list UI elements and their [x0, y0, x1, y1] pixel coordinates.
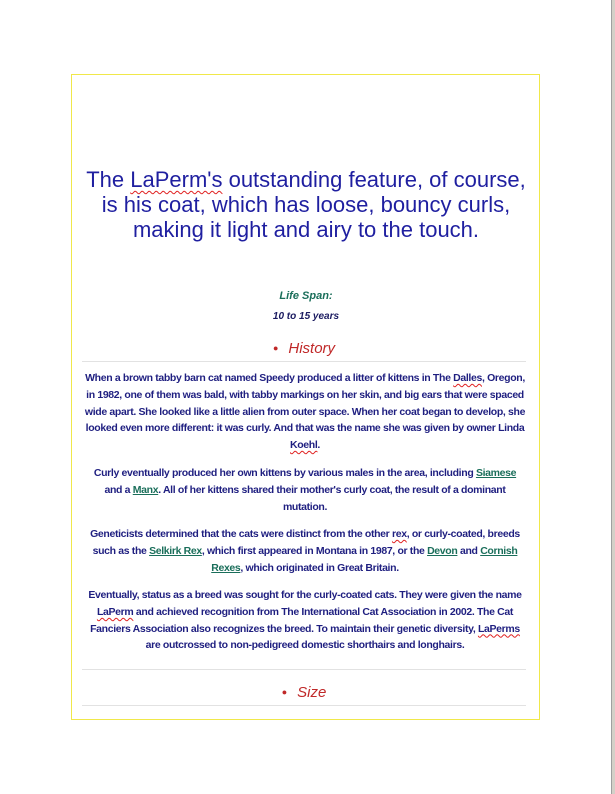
link-selkirk-rex[interactable]: Selkirk Rex [149, 544, 202, 557]
paragraph-genetics: Geneticists determined that the cats were distinct from the other rex, or curly-coated, breeds such as the Selkirk Rex, which first appeared in Montana in 1987, or the Devon and Cornish Rexes, which originated in Great Britain. [90, 528, 520, 574]
divider [82, 669, 526, 670]
scrollbar[interactable] [611, 0, 615, 794]
link-manx[interactable]: Manx [132, 483, 159, 496]
lifespan-label: Life Span: [279, 290, 333, 302]
headline-text-rest: outstanding feature, of course, is his coat, which has loose, bouncy curls, making it light and airy to the touch. [101, 167, 526, 242]
bullet-icon: ● [281, 687, 288, 697]
link-cornish-rexes[interactable]: Cornish Rexes [211, 544, 518, 574]
section-heading-size [82, 683, 526, 706]
link-devon[interactable]: Devon [427, 544, 458, 557]
headline [82, 167, 530, 242]
section-heading-history [82, 339, 526, 362]
lifespan-value: 10 to 15 years [272, 311, 340, 322]
section-heading-history-label: History [288, 340, 336, 357]
paragraph-recognition: Eventually, status as a breed was sought for the curly-coated cats. They were given the name LaPerm and achieved recognition from The International Cat Association in 2002. The Cat Fanciers Association also recognizes the breed. To maintain their genetic diversity, LaPerms are outcrossed to non-pedigreed domestic shorthairs and longhairs. [88, 589, 522, 652]
paragraph-curly-kittens: Curly eventually produced her own kittens by various males in the area, including Siamese and a Manx. All of her kittens shared their mother's curly coat, the result of a dominant mutation. [93, 467, 517, 513]
paragraph-origin: When a brown tabby barn cat named Speedy produced a litter of kittens in The Dalles, Oregon, in 1982, one of them was bald, with tabby markings on her skin, and big ears that were spaced wide apart. She looked like a little alien from outer space. When her coat began to develop, she looked even more different: it was curly. And that was the name she was given by owner Linda Koehl. [84, 372, 526, 452]
headline-breed-name: LaPerm's [130, 167, 223, 192]
headline-text: The [86, 167, 131, 192]
bullet-icon: ● [272, 343, 279, 353]
section-heading-size-label: Size [297, 684, 327, 701]
link-siamese[interactable]: Siamese [475, 467, 517, 479]
